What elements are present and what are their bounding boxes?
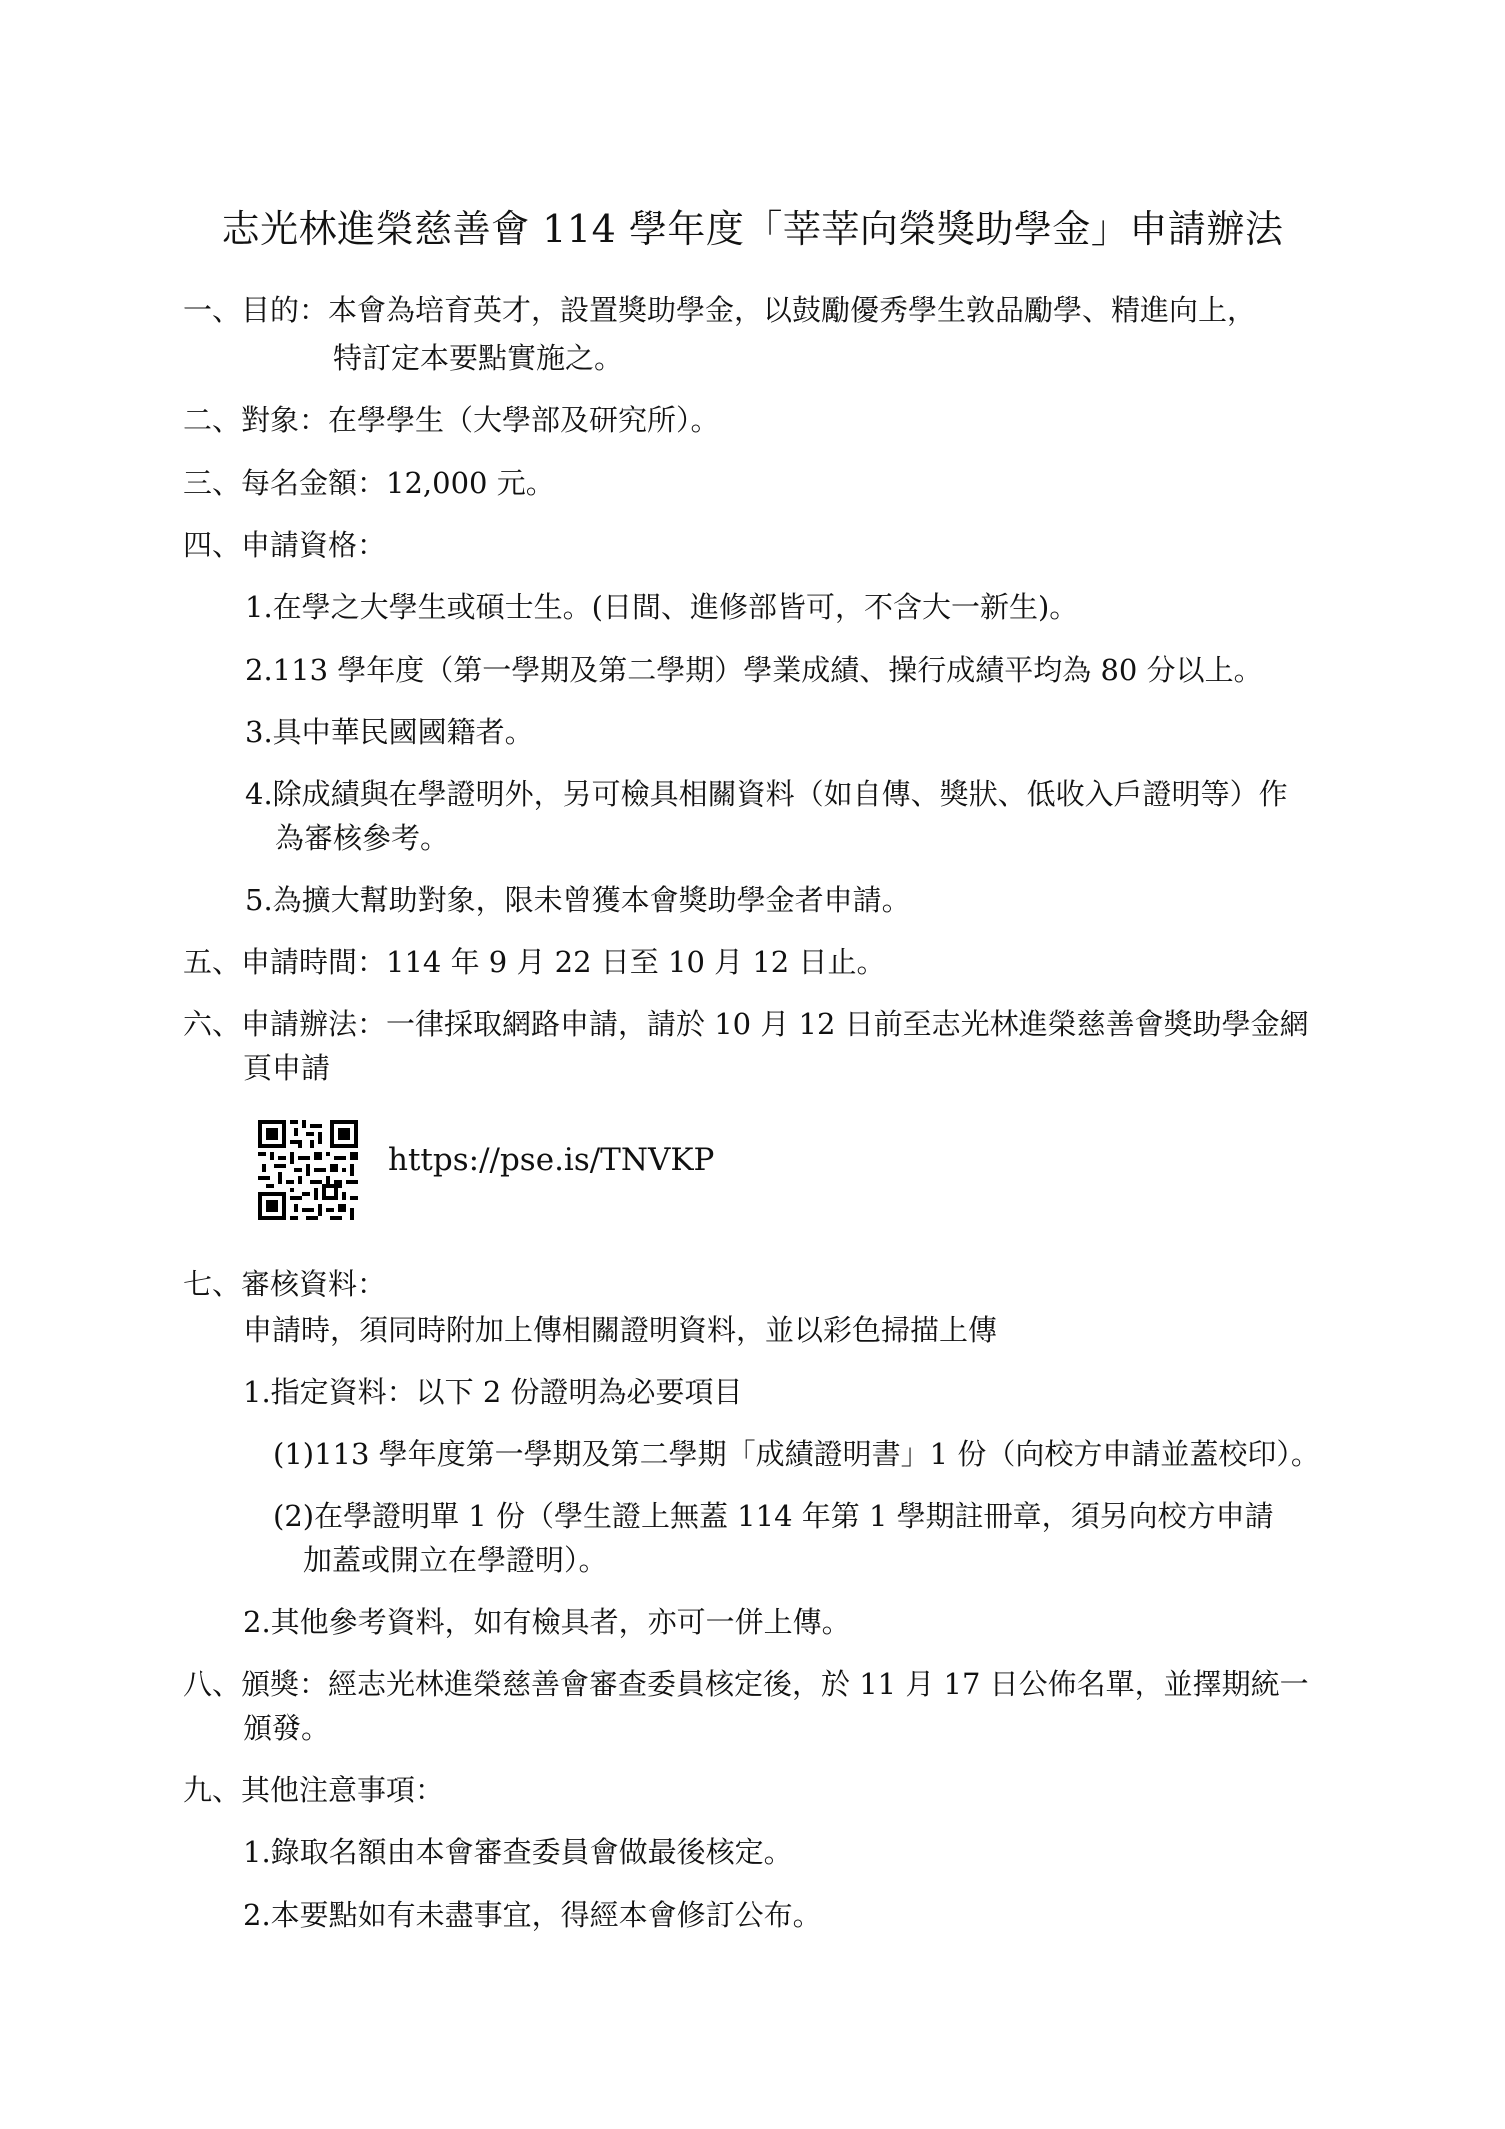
section-target: 二、對象：在學學生（大學部及研究所）。 bbox=[183, 403, 720, 437]
eligibility-item-3: 3.具中華民國國籍者。 bbox=[245, 715, 534, 749]
section-review-documents-heading: 七、審核資料： bbox=[183, 1267, 387, 1301]
section-award-line2: 頒發。 bbox=[243, 1711, 331, 1745]
eligibility-item-4-line2: 為審核參考。 bbox=[275, 821, 450, 855]
review-documents-item-1: 1.指定資料：以下 2 份證明為必要項目 bbox=[243, 1375, 743, 1409]
section-application-method-line1: 六、申請辦法：一律採取網路申請，請於 10 月 12 日前至志光林進榮慈善會獎助學金網 bbox=[183, 1007, 1309, 1041]
notes-item-1: 1.錄取名額由本會審查委員會做最後核定。 bbox=[243, 1835, 793, 1869]
eligibility-item-1: 1.在學之大學生或碩士生。(日間、進修部皆可，不含大一新生)。 bbox=[245, 590, 1079, 624]
review-documents-item-1b-line2: 加蓋或開立在學證明）。 bbox=[303, 1543, 608, 1577]
eligibility-item-4-line1: 4.除成績與在學證明外，另可檢具相關資料（如自傳、獎狀、低收入戶證明等）作 bbox=[245, 777, 1288, 811]
section-amount: 三、每名金額：12,000 元。 bbox=[183, 466, 555, 500]
section-purpose-line1: 一、目的：本會為培育英才，設置獎助學金，以鼓勵優秀學生敦品勵學、精進向上， bbox=[183, 293, 1257, 327]
eligibility-item-5: 5.為擴大幫助對象，限未曾獲本會獎助學金者申請。 bbox=[245, 883, 911, 917]
review-documents-item-1a: (1)113 學年度第一學期及第二學期「成績證明書」1 份（向校方申請並蓋校印）。 bbox=[273, 1437, 1320, 1471]
section-notes-heading: 九、其他注意事項： bbox=[183, 1773, 445, 1807]
section-purpose-line2: 特訂定本要點實施之。 bbox=[333, 341, 624, 375]
section-application-period: 五、申請時間：114 年 9 月 22 日至 10 月 12 日止。 bbox=[183, 945, 886, 979]
page-title: 志光林進榮慈善會 114 學年度「莘莘向榮獎助學金」申請辦法 bbox=[221, 207, 1284, 251]
review-documents-intro: 申請時，須同時附加上傳相關證明資料，並以彩色掃描上傳 bbox=[243, 1313, 998, 1347]
review-documents-item-2: 2.其他參考資料，如有檢具者，亦可一併上傳。 bbox=[243, 1605, 851, 1639]
section-eligibility-heading: 四、申請資格： bbox=[183, 528, 387, 562]
application-url[interactable]: https://pse.is/TNVKP bbox=[388, 1142, 715, 1178]
section-application-method-line2: 頁申請 bbox=[243, 1051, 331, 1085]
qr-code-icon bbox=[258, 1120, 358, 1220]
review-documents-item-1b-line1: (2)在學證明單 1 份（學生證上無蓋 114 年第 1 學期註冊章，須另向校方申請 bbox=[273, 1499, 1274, 1533]
section-award-line1: 八、頒獎：經志光林進榮慈善會審查委員核定後，於 11 月 17 日公佈名單，並擇期統一 bbox=[183, 1667, 1309, 1701]
notes-item-2: 2.本要點如有未盡事宜，得經本會修訂公布。 bbox=[243, 1898, 822, 1932]
eligibility-item-2: 2.113 學年度（第一學期及第二學期）學業成績、操行成績平均為 80 分以上。 bbox=[245, 653, 1263, 687]
